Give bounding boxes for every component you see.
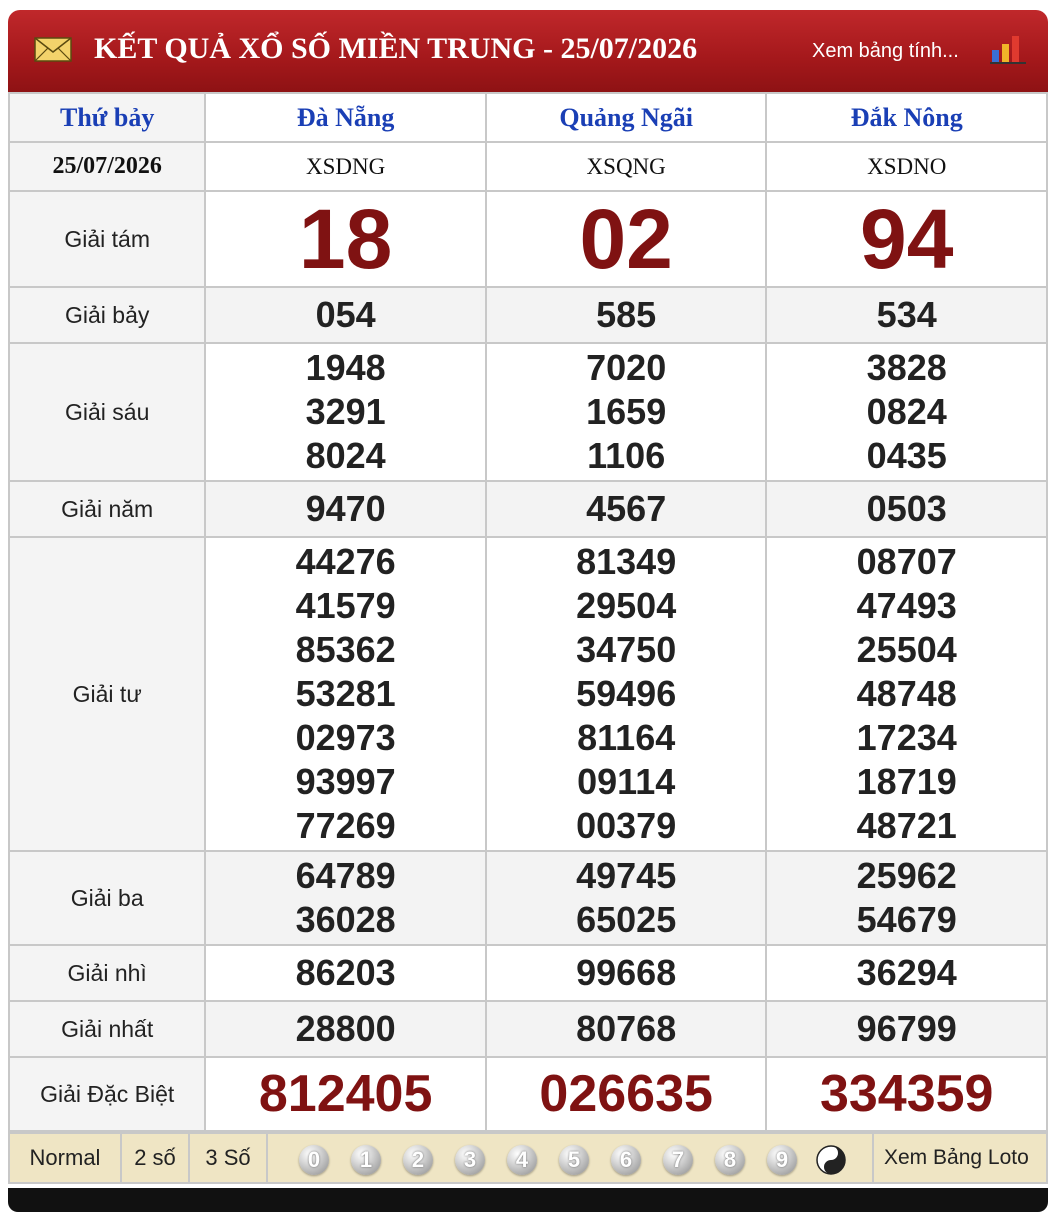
prize-numbers xyxy=(486,537,767,851)
prize-row xyxy=(9,1001,1047,1057)
prize-number: 99668 xyxy=(576,952,677,993)
prize-numbers xyxy=(205,851,486,945)
province-name-danang[interactable]: Đà Nẵng xyxy=(205,93,486,142)
prize-row xyxy=(9,851,1047,945)
envelope-icon xyxy=(34,37,72,62)
prize-number: 80768 xyxy=(576,1008,677,1049)
special-prize-number xyxy=(766,1057,1047,1131)
prize-label: Giải ba xyxy=(9,851,205,945)
prize-label: Giải nhất xyxy=(9,1001,205,1057)
prize-number: 3828 xyxy=(866,347,947,388)
prize-numbers xyxy=(486,851,767,945)
prize-numbers xyxy=(205,945,486,1001)
prize-number: 054 xyxy=(315,294,376,335)
prize-numbers xyxy=(205,1001,486,1057)
prize-number: 53281 xyxy=(295,673,396,714)
prize-number: 534 xyxy=(876,294,937,335)
prize-numbers xyxy=(205,191,486,287)
digit-filter-ball[interactable]: 6 xyxy=(611,1145,641,1175)
prize-label: Giải nhì xyxy=(9,945,205,1001)
prize-numbers xyxy=(486,191,767,287)
prize-number: 86203 xyxy=(295,952,396,993)
prize-label: Giải bảy xyxy=(9,287,205,343)
province-code-row xyxy=(9,142,1047,191)
prize-numbers xyxy=(205,343,486,481)
prize-number: 41579 xyxy=(295,585,396,626)
prize-label: Giải năm xyxy=(9,481,205,537)
prize-numbers xyxy=(766,537,1047,851)
prize-numbers xyxy=(766,945,1047,1001)
prize-numbers xyxy=(766,191,1047,287)
prize-numbers xyxy=(766,1001,1047,1057)
header-bar xyxy=(8,10,1048,92)
footer-toolbar xyxy=(8,1132,1048,1184)
prize-numbers xyxy=(486,287,767,343)
prize-number: 48748 xyxy=(856,673,957,714)
results-widget xyxy=(8,10,1048,1196)
prize-number: 1659 xyxy=(586,391,667,432)
prize-numbers xyxy=(205,537,486,851)
view-stats-link[interactable]: Xem bảng tính... xyxy=(812,40,959,62)
prize-row xyxy=(9,481,1047,537)
prize-number: 59496 xyxy=(576,673,677,714)
prize-label: Giải tám xyxy=(9,191,205,287)
prize-number: 4567 xyxy=(586,488,667,529)
province-header-row xyxy=(9,93,1047,142)
prize-row xyxy=(9,343,1047,481)
prize-row xyxy=(9,945,1047,1001)
prize-number: 29504 xyxy=(576,585,677,626)
digit-filter-ball[interactable]: 2 xyxy=(403,1145,433,1175)
prize-number: 25504 xyxy=(856,629,957,670)
province-code: XSDNG xyxy=(205,142,486,191)
weekday-label: Thứ bảy xyxy=(9,93,205,142)
prize-number: 0824 xyxy=(866,391,947,432)
prize-number: 48721 xyxy=(856,805,957,846)
province-name-daknong[interactable]: Đắk Nông xyxy=(766,93,1047,142)
prize-number: 77269 xyxy=(295,805,396,846)
prize-number: 96799 xyxy=(856,1008,957,1049)
prize-number: 28800 xyxy=(295,1008,396,1049)
prize-number: 08707 xyxy=(856,541,957,582)
digit-filter-ball[interactable]: 3 xyxy=(455,1145,485,1175)
prize-number: 1948 xyxy=(305,347,386,388)
province-code: XSQNG xyxy=(486,142,767,191)
prize-number: 02973 xyxy=(295,717,396,758)
prize-label: Giải Đặc Biệt xyxy=(9,1057,205,1131)
prize-row xyxy=(9,191,1047,287)
prize-number: 9470 xyxy=(305,488,386,529)
prize-number: 25962 xyxy=(856,855,957,896)
view-loto-table-link[interactable]: Xem Bảng Loto xyxy=(872,1134,1029,1182)
prize-number: 585 xyxy=(596,294,657,335)
prize-number: 94 xyxy=(860,192,954,286)
prize-number: 44276 xyxy=(295,541,396,582)
digit-filter-ball[interactable]: 1 xyxy=(351,1145,381,1175)
prize-number: 64789 xyxy=(295,855,396,896)
prize-numbers xyxy=(205,287,486,343)
prize-numbers xyxy=(486,945,767,1001)
prize-number: 81349 xyxy=(576,541,677,582)
filter-normal-button[interactable]: Normal xyxy=(10,1134,122,1182)
filter-3-digit-button[interactable]: 3 Số xyxy=(190,1134,268,1182)
bar-chart-icon[interactable] xyxy=(988,30,1028,66)
prize-label: Giải sáu xyxy=(9,343,205,481)
digit-filter-ball[interactable]: 0 xyxy=(299,1145,329,1175)
prize-numbers xyxy=(486,1001,767,1057)
results-table xyxy=(8,92,1048,1132)
prize-number: 34750 xyxy=(576,629,677,670)
prize-number: 49745 xyxy=(576,855,677,896)
prize-number: 36294 xyxy=(856,952,957,993)
prize-row xyxy=(9,287,1047,343)
digit-filter-ball[interactable]: 8 xyxy=(715,1145,745,1175)
province-code: XSDNO xyxy=(766,142,1047,191)
prize-numbers xyxy=(205,481,486,537)
prize-number: 1106 xyxy=(587,435,666,476)
prize-row xyxy=(9,1057,1047,1131)
prize-number: 3291 xyxy=(305,391,386,432)
prize-number: 00379 xyxy=(576,805,677,846)
province-name-quangngai[interactable]: Quảng Ngãi xyxy=(486,93,767,142)
yin-yang-icon[interactable] xyxy=(816,1145,846,1175)
filter-2-digit-button[interactable]: 2 số xyxy=(122,1134,190,1182)
special-prize-number xyxy=(205,1057,486,1131)
prize-number: 812405 xyxy=(258,1065,433,1123)
prize-number: 0435 xyxy=(866,435,947,476)
digit-filter-ball[interactable]: 5 xyxy=(559,1145,589,1175)
prize-number: 93997 xyxy=(295,761,396,802)
prize-number: 09114 xyxy=(577,761,676,802)
prize-number: 7020 xyxy=(586,347,667,388)
prize-numbers xyxy=(766,851,1047,945)
prize-number: 18 xyxy=(298,192,393,286)
bottom-bar xyxy=(8,1188,1048,1212)
prize-number: 36028 xyxy=(295,899,396,940)
prize-number: 65025 xyxy=(576,899,677,940)
prize-number: 0503 xyxy=(866,488,947,529)
draw-date: 25/07/2026 xyxy=(9,142,205,191)
prize-number: 47493 xyxy=(856,585,957,626)
prize-numbers xyxy=(766,343,1047,481)
digit-filter-ball[interactable]: 7 xyxy=(663,1145,693,1175)
prize-number: 02 xyxy=(579,192,673,286)
prize-number: 18719 xyxy=(856,761,957,802)
prize-number: 8024 xyxy=(305,435,386,476)
prize-number: 54679 xyxy=(856,899,957,940)
prize-row xyxy=(9,537,1047,851)
prize-number: 17234 xyxy=(856,717,957,758)
prize-numbers xyxy=(766,481,1047,537)
prize-number: 334359 xyxy=(819,1065,994,1123)
digit-filter-ball[interactable]: 9 xyxy=(767,1145,797,1175)
special-prize-number xyxy=(486,1057,767,1131)
prize-number: 026635 xyxy=(539,1065,713,1123)
prize-numbers xyxy=(486,481,767,537)
page-title: KẾT QUẢ XỔ SỐ MIỀN TRUNG - 25/07/2026 xyxy=(94,32,698,65)
prize-number: 81164 xyxy=(577,717,676,758)
prize-number: 85362 xyxy=(295,629,396,670)
digit-filter-ball[interactable]: 4 xyxy=(507,1145,537,1175)
prize-numbers xyxy=(486,343,767,481)
prize-label: Giải tư xyxy=(9,537,205,851)
prize-numbers xyxy=(766,287,1047,343)
